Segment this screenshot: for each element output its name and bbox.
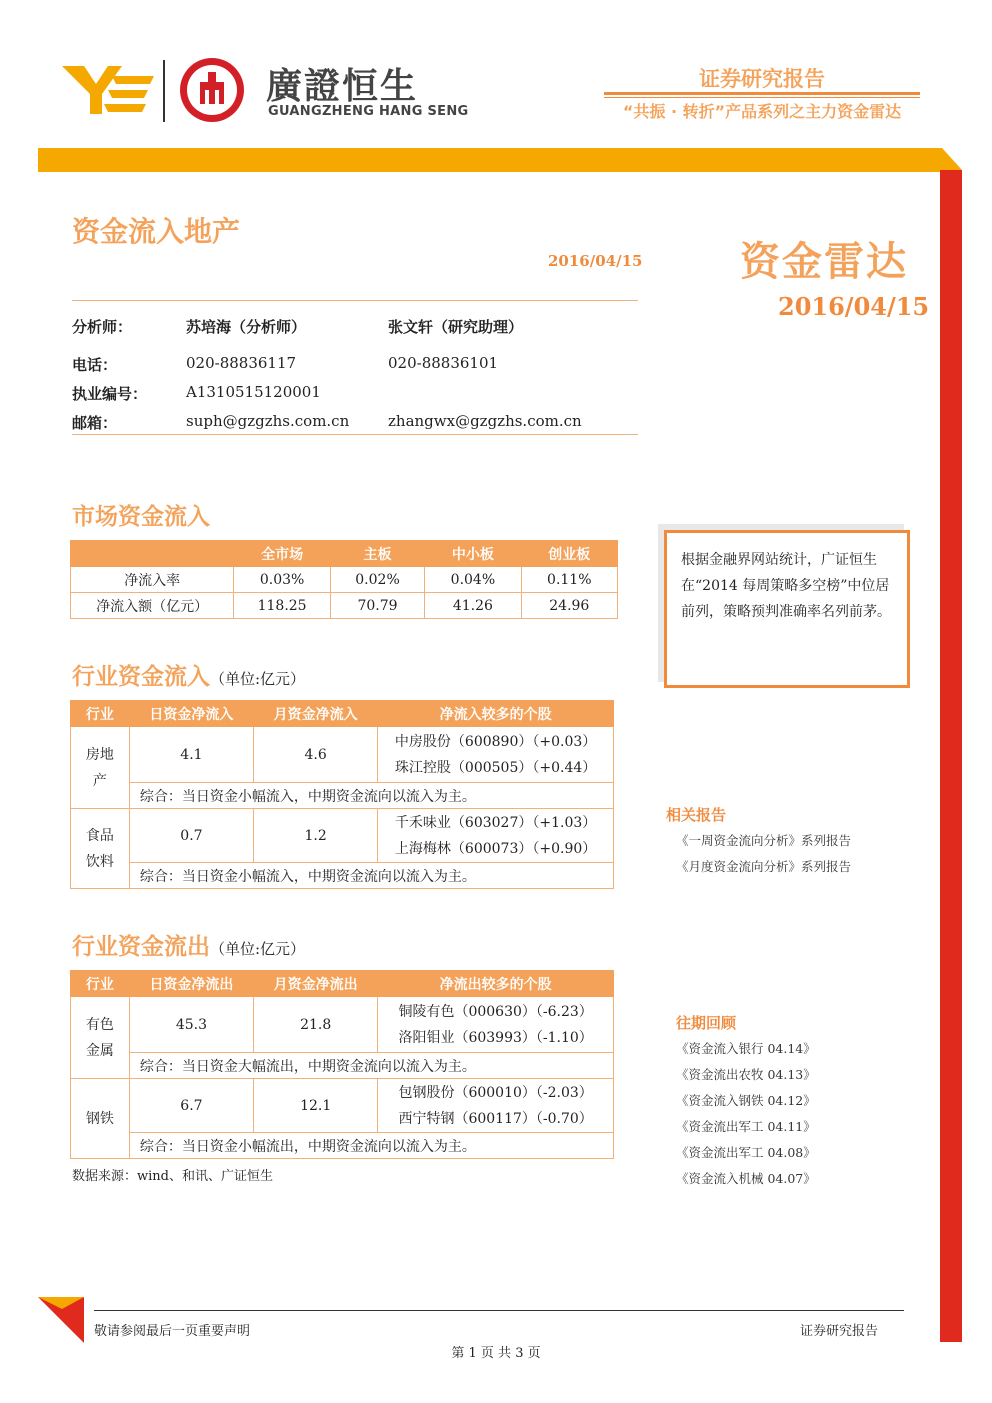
past-link[interactable]: 《资金流出军工 04.08》 [676,1145,816,1160]
assistant-phone: 020-88836101 [388,354,499,372]
logo-separator [163,60,165,122]
footer-triangle-icon [38,1297,84,1343]
stocks-cell [378,727,614,783]
cell-value: 45.3 [129,997,253,1053]
stocks-cell [378,997,614,1053]
inflow-heading [72,658,305,691]
footer-rule [94,1310,904,1311]
stocks-cell [378,1079,614,1133]
cell-value: 1.2 [254,809,378,863]
summary-row [71,863,614,889]
table-row [71,1079,614,1133]
market-header-gem: 创业板 [521,541,617,567]
outflow-header-stocks: 净流出较多的个股 [378,971,614,997]
analyst-phone: 020-88836117 [186,354,297,372]
stock-item: 千禾味业（603027）（+1.03） [394,814,597,831]
table-row [71,997,614,1053]
inflow-unit: （单位:亿元） [210,670,306,688]
header-rule [604,92,920,95]
table-row [71,727,614,783]
table-row [71,567,618,593]
inflow-table [70,700,614,889]
analyst-rule-bottom [72,434,638,435]
cell-value: 4.1 [129,727,253,783]
summary-row [71,783,614,809]
past-link[interactable]: 《资金流出军工 04.11》 [676,1119,816,1134]
label-phone: 电话： [72,356,118,374]
report-type: 证券研究报告 [699,67,825,91]
cell-value: 0.02% [330,567,424,593]
analyst-name: 苏培海（分析师） [186,318,307,336]
analyst-license: A1310515120001 [186,383,321,401]
summary-cell: 综合：当日资金小幅流入，中期资金流向以流入为主。 [129,783,613,809]
cell-value: 4.6 [254,727,378,783]
cell-value: 0.7 [129,809,253,863]
summary-row [71,1133,614,1159]
summary-cell: 综合：当日资金小幅流出，中期资金流向以流入为主。 [129,1133,613,1159]
past-link[interactable]: 《资金流入机械 04.07》 [676,1171,816,1186]
market-header-all: 全市场 [234,541,330,567]
cell-value: 12.1 [254,1079,378,1133]
row-label: 净流入率 [71,567,234,593]
data-source: 数据来源：wind、和讯、广证恒生 [72,1169,273,1184]
label-analyst: 分析师： [72,318,133,336]
assistant-name: 张文轩（研究助理） [388,318,524,336]
outflow-heading-text: 行业资金流出 [72,934,210,960]
cell-value: 0.11% [521,567,617,593]
industry-cell: 钢铁 [71,1079,130,1159]
summary-cell: 综合：当日资金大幅流出，中期资金流向以流入为主。 [129,1053,613,1079]
past-heading: 往期回顾 [676,1014,737,1032]
inflow-header-monthly: 月资金净流入 [254,701,378,727]
stock-item: 洛阳钼业（603993）（-1.10） [398,1029,593,1046]
report-date: 2016/04/15 [548,252,643,270]
inflow-header-industry: 行业 [71,701,130,727]
inflow-heading-text: 行业资金流入 [72,664,210,690]
footer-report-type: 证券研究报告 [800,1324,879,1339]
ranking-note: 根据金融界网站统计，广证恒生在“2014 每周策略多空榜”中位居前列，策略预判准确率名列前茅。 [681,552,891,620]
header-band [38,148,962,172]
inflow-header-daily: 日资金净流入 [129,701,253,727]
product-date: 2016/04/15 [778,292,930,321]
row-label: 净流入额（亿元） [71,593,234,619]
report-series: “共振 · 转折”产品系列之主力资金雷达 [622,102,902,121]
industry-cell: 有色金属 [71,997,130,1079]
outflow-table [70,970,614,1159]
outflow-header-industry: 行业 [71,971,130,997]
cell-value: 41.26 [425,593,521,619]
cell-value: 6.7 [129,1079,253,1133]
past-link[interactable]: 《资金流入银行 04.14》 [676,1041,816,1056]
outflow-unit: （单位:亿元） [210,940,306,958]
cell-value: 70.79 [330,593,424,619]
stock-item: 中房股份（600890）（+0.03） [394,733,597,750]
analyst-email[interactable]: suph@gzgzhs.com.cn [186,412,350,430]
inflow-header-stocks: 净流入较多的个股 [378,701,614,727]
analyst-rule-top [72,300,638,301]
summary-row [71,1053,614,1079]
stock-item: 珠江控股（000505）（+0.44） [394,759,597,776]
gzhs-seal-icon [178,56,246,124]
related-heading: 相关报告 [666,806,727,824]
ye-logo-icon [62,62,154,118]
market-header-main: 主板 [330,541,424,567]
ranking-note-box [664,530,910,688]
cell-value: 0.04% [425,567,521,593]
label-email: 邮箱： [72,414,118,432]
footer-disclaimer: 敬请参阅最后一页重要声明 [94,1324,251,1339]
stocks-cell [378,809,614,863]
market-header-empty [71,541,234,567]
page-title: 资金流入地产 [72,215,241,248]
label-license: 执业编号： [72,385,148,403]
market-header-sme: 中小板 [425,541,521,567]
outflow-header-daily: 日资金净流出 [129,971,253,997]
page-number: 第 1 页 共 3 页 [451,1346,541,1361]
industry-cell: 食品饮料 [71,809,130,889]
related-link[interactable]: 《一周资金流向分析》系列报告 [676,833,852,848]
cell-value: 24.96 [521,593,617,619]
past-link[interactable]: 《资金流出农牧 04.13》 [676,1067,816,1082]
table-row [71,593,618,619]
stock-item: 上海梅林（600073）（+0.90） [394,840,597,857]
right-red-bar [940,170,962,1342]
cell-value: 118.25 [234,593,330,619]
past-link[interactable]: 《资金流入钢铁 04.12》 [676,1093,816,1108]
outflow-header-monthly: 月资金净流出 [254,971,378,997]
brand-name-cn: 廣證恒生 [266,66,419,107]
brand-name-en: GUANGZHENG HANG SENG [268,104,469,119]
market-flow-table [70,540,618,619]
header-rule-thin [604,97,920,98]
stock-item: 西宁特钢（600117）（-0.70） [398,1110,593,1127]
cell-value: 0.03% [234,567,330,593]
market-flow-heading: 市场资金流入 [72,504,210,530]
cell-value: 21.8 [254,997,378,1053]
stock-item: 包钢股份（600010）（-2.03） [398,1084,593,1101]
industry-cell: 房地产 [71,727,130,809]
related-link[interactable]: 《月度资金流向分析》系列报告 [676,859,852,874]
table-row [71,809,614,863]
assistant-email[interactable]: zhangwx@gzgzhs.com.cn [388,412,582,430]
stock-item: 铜陵有色（000630）（-6.23） [398,1003,593,1020]
outflow-heading [72,928,305,961]
summary-cell: 综合：当日资金小幅流入，中期资金流向以流入为主。 [129,863,613,889]
product-title: 资金雷达 [740,239,908,285]
